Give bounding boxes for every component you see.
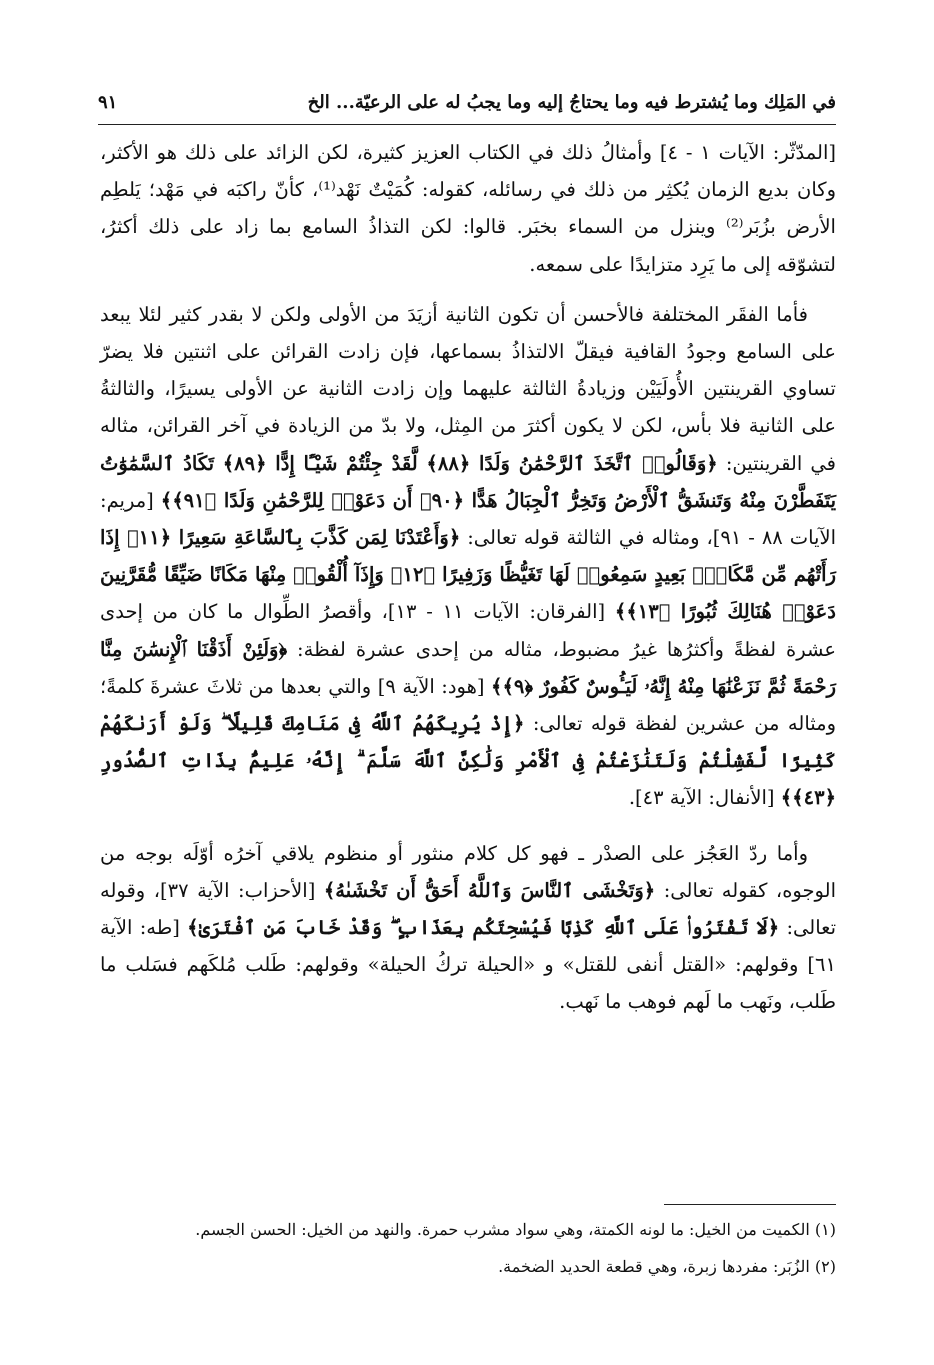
paragraph-2-text-b: [مريم: الآيات ٨٨ - ٩١]، ومثاله في الثالثة قوله تعالى: <box>100 488 837 550</box>
paragraph-2-text-e: [الأنفال: الآية ٤٣]. <box>628 786 775 810</box>
paragraph-2-text-c: [الفرقان: الآيات ١١ - ١٣]، وأقصرُ الطِّوال ما كان من إحدى عشرة لفظةً وأكثرُها غيرُ مضبوط، مثاله من إحدى عشرة لفظة: <box>100 600 836 661</box>
quran-verse-hud: ﴿وَلَئِنْ أَذَقْنَا ٱلْإِنسَٰنَ مِنَّا رَحْمَةً ثُمَّ نَزَعْنَٰهَا مِنْهُ إِنَّهُۥ لَيَـُٔوسٌ كَفُورٌ ﴿٩﴾﴾ <box>100 637 837 698</box>
paragraph-2-text-a: فأما الفقَر المختلفة فالأحسن أن تكون الثانية أزيَدَ من الأولى ولكن لا بقدر كثير لئلا يبعد على السامع وجودُ القافية فيقلّ الالتذاذُ بسماعها، فإن زادت القرائن على اثنتين فلا يضرّ تساوي القرينتين الأُولَيَيْن وزيادةُ الثالثة عليهما وإن زادت الثانية عن الأولى يسيرًا، والثالثةُ على الثانية فلا بأس، لكن لا يكون أكثرَ من المِثل، ولا بدّ من الزيادة في آخر القرائن، مثاله في القرينتين: <box>100 302 837 475</box>
quran-verse-anfal: ﴿إِذْ يُرِيكَهُمُ ٱللَّهُ فِى مَنَامِكَ قَلِيلًا ۖ وَلَوْ أَرَىٰكَهُمْ كَثِيرًا لَّفَشِلْتُمْ وَلَتَنَٰزَعْتُمْ فِى ٱلْأَمْرِ وَلَٰكِنَّ ٱللَّهَ سَلَّمَ ۗ إِنَّهُۥ عَلِيمٌۢ بِذَاتِ ٱلصُّدُورِ ﴿٤٣﴾﴾ <box>100 712 836 810</box>
paragraph-3-text-a: وأما ردّ العَجُز على الصدْر ـ فهو كل كلام منثور أو منظوم يلاقي آخرُه أوّلَه بوجه من الوجوه، كقوله تعالى: <box>100 841 836 902</box>
page-number: ٩١ <box>98 91 118 113</box>
main-text <box>100 134 836 1021</box>
paragraph-2 <box>100 296 836 817</box>
header-title: في المَلِك وما يُشترط فيه وما يحتاجُ إليه وما يجبُ له على الرعيّة... الخ <box>307 91 836 113</box>
quran-verse-maryam: ﴿وَقَالُوا۟ ٱتَّخَذَ ٱلرَّحْمَٰنُ وَلَدًا ﴿٨٨﴾ لَّقَدْ جِئْتُمْ شَيْـًٔا إِدًّا ﴿٨٩﴾ تَكَادُ ٱلسَّمَٰوَٰتُ يَتَفَطَّرْنَ مِنْهُ وَتَنشَقُّ ٱلْأَرْضُ وَتَخِرُّ ٱلْجِبَالُ هَدًّا ﴿٩٠﴾ أَن دَعَوْا۟ لِلرَّحْمَٰنِ وَلَدًا ﴿٩١﴾﴾ <box>100 451 837 512</box>
paragraph-1: [المدّثّر: الآيات ١ - ٤] وأمثالُ ذلك في الكتاب العزيز كثيرة، لكن الزائد على ذلك هو الأكثر، وكان بديع الزمان يُكثِر من ذلك في رسائله، كقوله: كُمَيْتٌ نَهْد⁽¹⁾، كأنّ راكبَه في مَهْد؛ يَلطِم الأرض بزُبَر⁽²⁾ وينزل من السماء بخبَر. قالوا: لكن التذاذُ السامع بما زاد على ذلك أكثرُ، لتشوّقه إلى ما يَرِد متزايدًا على سمعه. <box>100 141 836 276</box>
running-header <box>98 86 836 118</box>
paragraph-3-text-b: [الأحزاب: الآية ٣٧]، وقوله تعالى: <box>100 878 836 940</box>
paragraph-3 <box>100 835 836 1021</box>
quran-verse-taha: ﴿لَا تَفْتَرُوا۟ عَلَى ٱللَّهِ كَذِبًا فَيُسْحِتَكُم بِعَذَابٍ ۖ وَقَدْ خَابَ مَنِ ٱفْتَرَىٰ﴾ <box>187 916 780 940</box>
footnote-2: (٢) الزُبَر: مفردها زبرة، وهي قطعة الحديد الضخمة. <box>498 1257 836 1276</box>
footnote-1: (١) الكميت من الخيل: ما لونه الكمتة، وهي سواد مشرب حمرة. والنهد من الخيل: الحسن الجسم. <box>195 1220 836 1239</box>
quran-verse-ahzab: ﴿وَتَخْشَى ٱلنَّاسَ وَٱللَّهُ أَحَقُّ أَن تَخْشَىٰهُ﴾ <box>323 878 656 902</box>
footnote-separator <box>664 1204 836 1205</box>
header-rule <box>98 124 836 125</box>
paragraph-3-text-c: [طه: الآية ٦١] وقولهم: «القتل أنفى للقتل» و «الحيلة تركُ الحيلة» وقولهم: طَلب مُلكَهم فسَلب ما طَلب، ونَهب ما لَهم فوهب ما نَهب. <box>100 916 836 1014</box>
paragraph-2-text-d: [هود: الآية ٩] والتي بعدها من ثلاثَ عشرةَ كلمةً؛ ومثاله من عشرين لفظة قوله تعالى: <box>100 674 837 736</box>
footnotes <box>100 1214 836 1282</box>
quran-verse-furqan: ﴿وَأَعْتَدْنَا لِمَن كَذَّبَ بِٱلسَّاعَةِ سَعِيرًا ﴿١١﴾ إِذَا رَأَتْهُم مِّن مَّكَانٍۭ بَعِيدٍ سَمِعُوا۟ لَهَا تَغَيُّظًا وَزَفِيرًا ﴿١٢﴾ وَإِذَآ أُلْقُوا۟ مِنْهَا مَكَانًا ضَيِّقًا مُّقَرَّنِينَ دَعَوْا۟ هُنَالِكَ ثُبُورًا ﴿١٣﴾﴾ <box>100 526 836 624</box>
